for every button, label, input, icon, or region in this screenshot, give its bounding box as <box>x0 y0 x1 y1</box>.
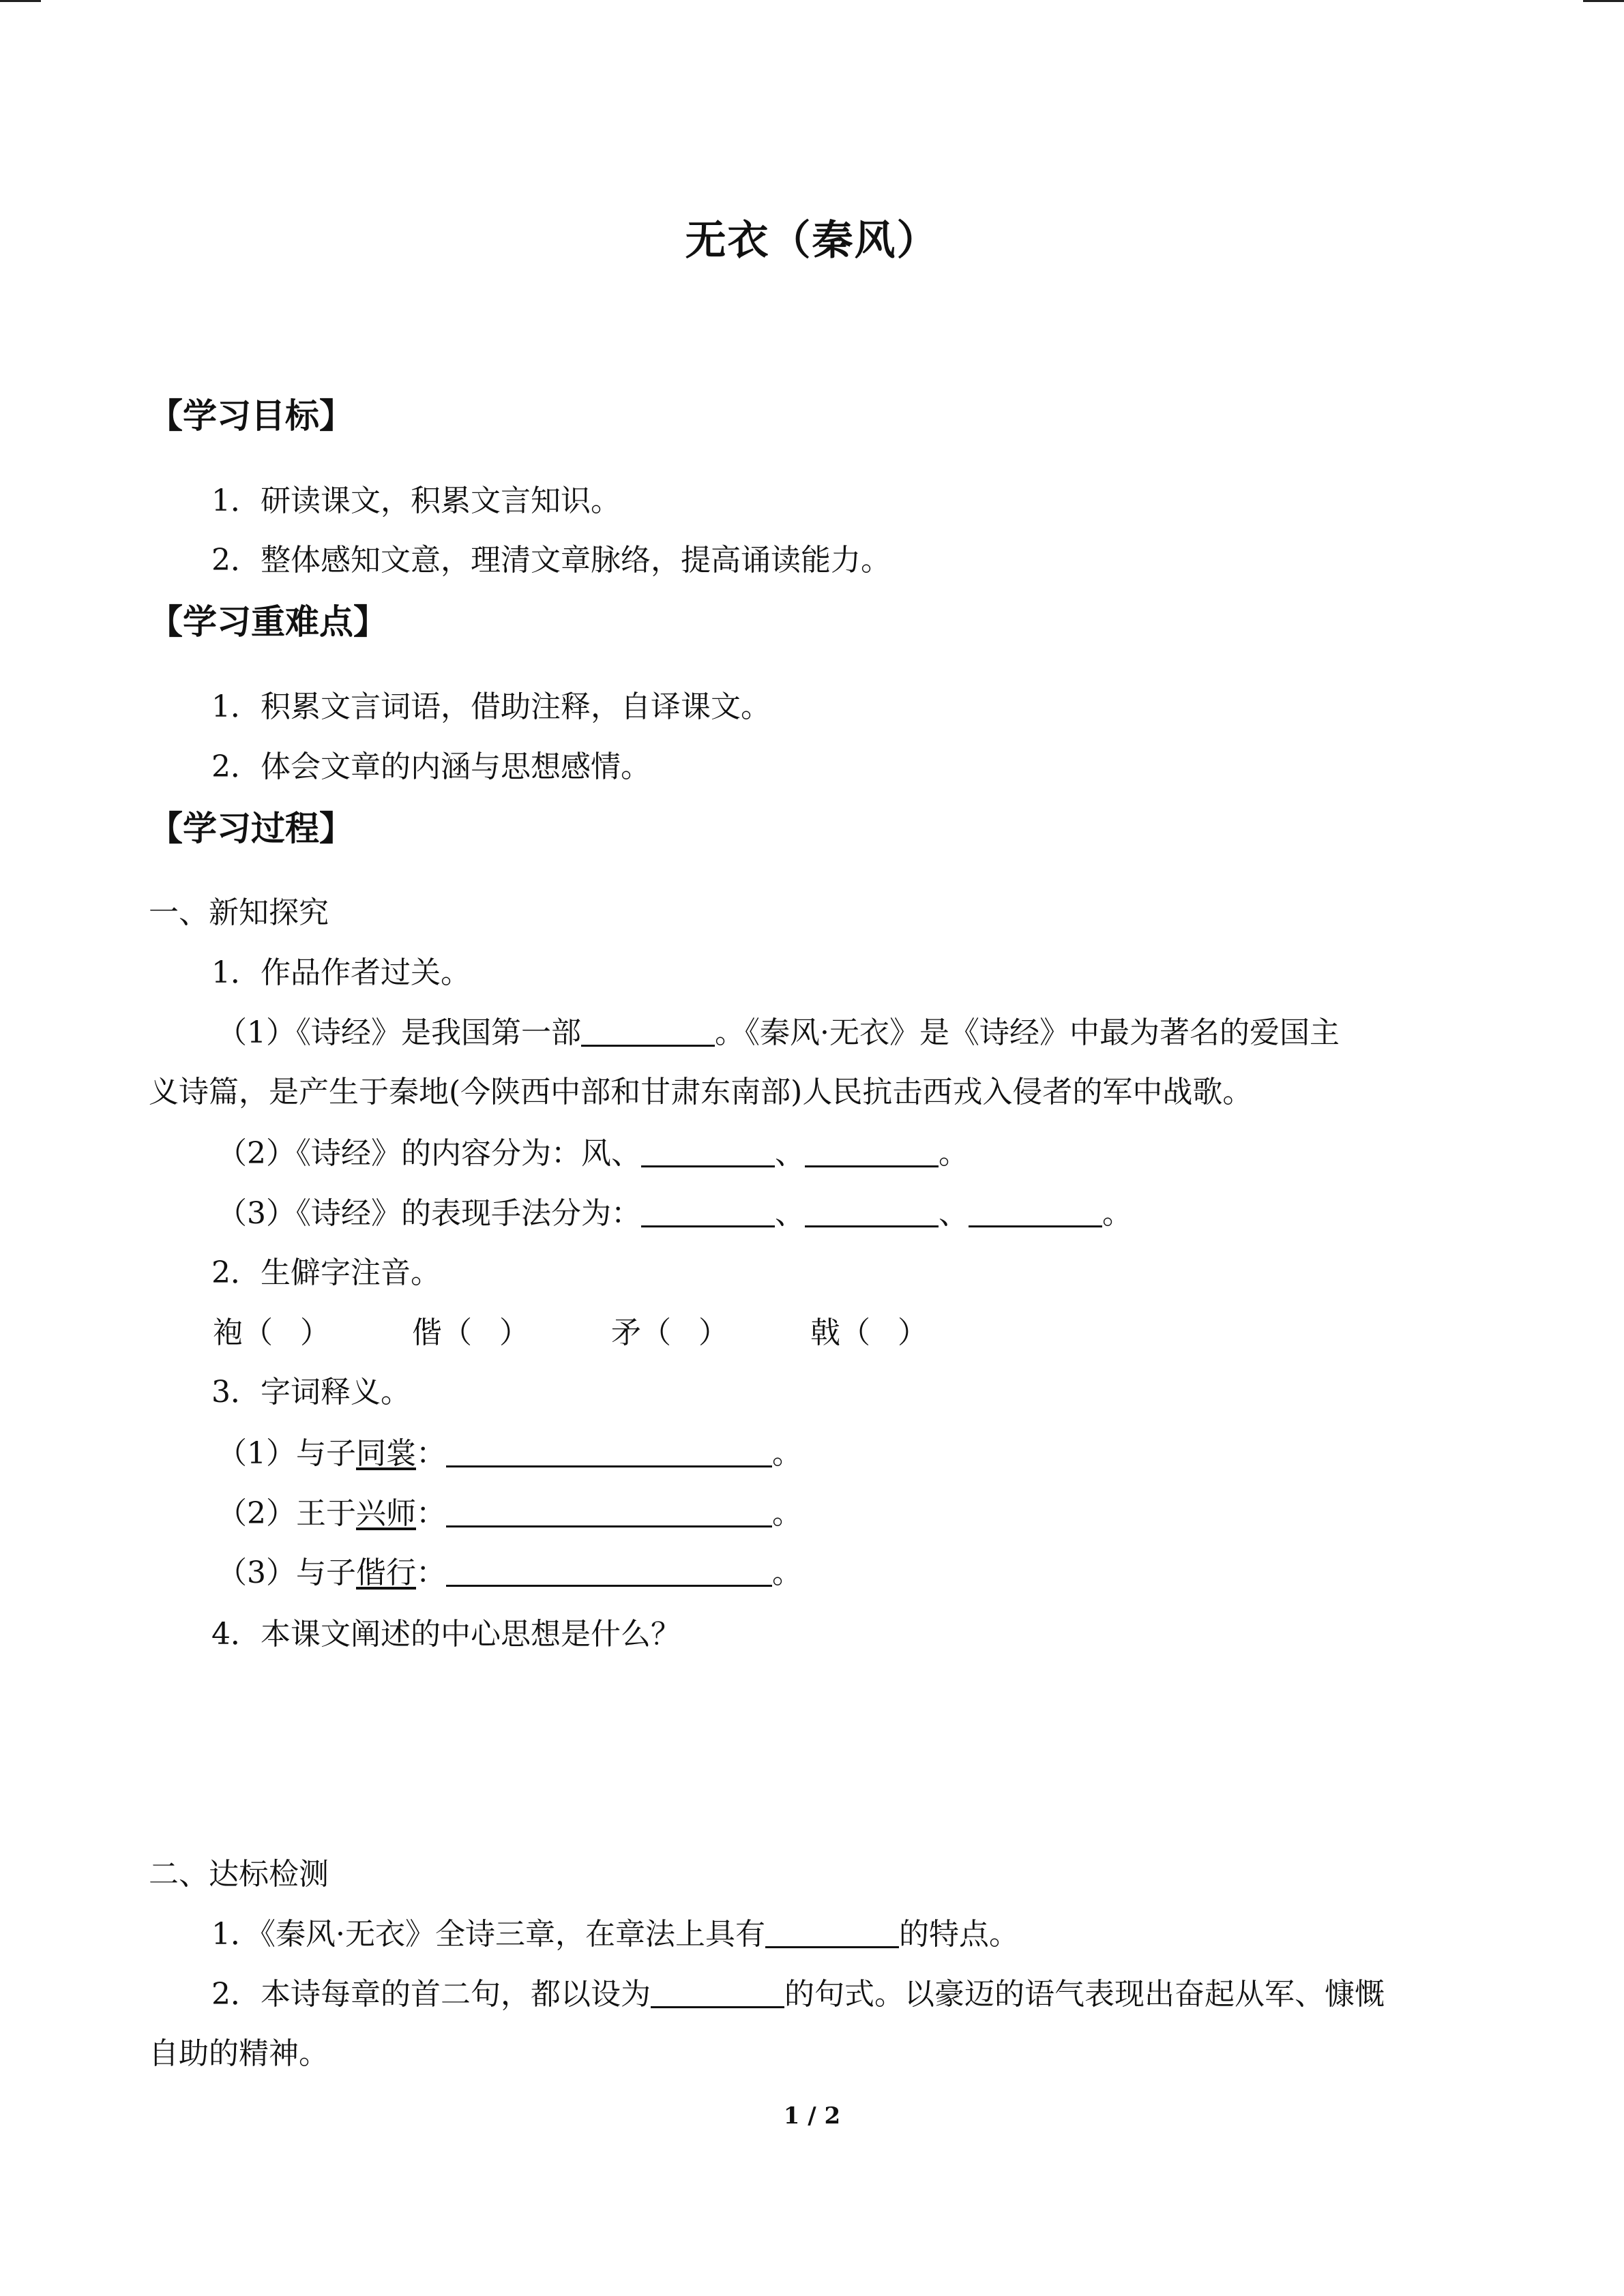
q3-item-prefix: （2）王于 <box>217 1496 356 1531</box>
paren-open: （ <box>243 1315 273 1350</box>
part2-label: 二、达标检测 <box>149 1857 329 1892</box>
fill-blank[interactable] <box>641 1138 775 1167</box>
q3-item-word: 兴师 <box>356 1496 416 1531</box>
separator: 、 <box>775 1136 805 1171</box>
heading-goals: 【学习目标】 <box>149 396 353 436</box>
q1-s1-text-a: （1）《诗经》是我国第一部 <box>217 1015 581 1050</box>
key-point-item-2: 2．体会文章的内涵与思想感情。 <box>211 749 651 784</box>
end-mark: 。 <box>772 1436 802 1471</box>
fill-blank[interactable] <box>581 1017 715 1047</box>
pinyin-row <box>213 1308 928 1352</box>
fill-blank[interactable] <box>805 1198 939 1227</box>
q3-item-colon: ： <box>416 1436 446 1471</box>
page-border-left <box>0 0 41 2</box>
pinyin-char: 矛 <box>611 1315 641 1350</box>
heading-key-points: 【学习重难点】 <box>149 602 387 642</box>
q2-label: 2．生僻字注音。 <box>211 1255 441 1290</box>
pinyin-char: 袍 <box>213 1315 243 1350</box>
part2-q2-text-a: 2．本诗每章的首二句，都以设为 <box>211 1977 651 2012</box>
pinyin-char: 偕 <box>412 1315 442 1350</box>
q3-item-prefix: （1）与子 <box>217 1436 356 1471</box>
q1-s3-text: （3）《诗经》的表现手法分为： <box>217 1196 641 1231</box>
end-mark: 。 <box>772 1555 802 1590</box>
q4-label: 4．本课文阐述的中心思想是什么？ <box>211 1617 681 1652</box>
q1-sentence-2 <box>217 1129 969 1172</box>
fill-blank[interactable] <box>765 1919 899 1948</box>
fill-blank[interactable] <box>446 1557 772 1587</box>
q1-sentence-3 <box>217 1189 1132 1232</box>
page-border-right <box>1583 0 1624 2</box>
pinyin-char: 戟 <box>810 1315 840 1350</box>
paren-close: ） <box>300 1315 330 1350</box>
fill-blank[interactable] <box>651 1979 784 2008</box>
q3-item-word: 同裳 <box>356 1436 416 1471</box>
q3-item-word: 偕行 <box>356 1555 416 1590</box>
q1-sentence-1 <box>217 1008 1340 1052</box>
q3-item-colon: ： <box>416 1555 446 1590</box>
end-mark: 。 <box>939 1136 969 1171</box>
part2-q2-text-b: 的句式。以豪迈的语气表现出奋起从军、慷慨 <box>784 1977 1385 2012</box>
page-title: 无衣（秦风） <box>685 217 939 265</box>
q3-item-1 <box>217 1429 802 1472</box>
goal-item-1: 1．研读课文，积累文言知识。 <box>211 483 621 518</box>
part2-q1-text-b: 的特点。 <box>898 1917 1019 1952</box>
end-mark: 。 <box>1102 1196 1132 1231</box>
key-point-item-1: 1．积累文言词语，借助注释，自译课文。 <box>211 689 771 724</box>
q1-sentence-1-cont: 义诗篇，是产生于秦地(今陕西中部和甘肃东南部)人民抗击西戎入侵者的军中战歌。 <box>149 1075 1253 1109</box>
separator: 、 <box>775 1196 805 1231</box>
part2-q1 <box>211 1909 1019 1953</box>
paren-open: （ <box>442 1315 472 1350</box>
fill-blank[interactable] <box>446 1498 772 1527</box>
goal-item-2: 2．整体感知文意，理清文章脉络，提高诵读能力。 <box>211 543 891 578</box>
paren-close: ） <box>499 1315 529 1350</box>
q3-item-colon: ： <box>416 1496 446 1531</box>
paren-open: （ <box>840 1315 870 1350</box>
fill-blank[interactable] <box>805 1138 939 1167</box>
fill-blank[interactable] <box>969 1198 1102 1227</box>
end-mark: 。 <box>772 1496 802 1531</box>
paren-close: ） <box>698 1315 728 1350</box>
page-number: 1 / 2 <box>783 2102 841 2130</box>
paren-open: （ <box>641 1315 671 1350</box>
part2-q2-cont: 自助的精神。 <box>149 2036 329 2071</box>
part2-q1-text-a: 1．《秦风·无衣》全诗三章，在章法上具有 <box>211 1917 765 1952</box>
q1-label: 1．作品作者过关。 <box>211 955 471 990</box>
q3-item-3 <box>217 1548 802 1592</box>
paren-close: ） <box>898 1315 928 1350</box>
fill-blank[interactable] <box>641 1198 775 1227</box>
part1-label: 一、新知探究 <box>149 895 329 930</box>
heading-process: 【学习过程】 <box>149 809 353 848</box>
q1-s1-text-b: 。《秦风·无衣》是《诗经》中最为著名的爱国主 <box>715 1015 1340 1050</box>
q3-item-2 <box>217 1489 802 1532</box>
separator: 、 <box>939 1196 969 1231</box>
part2-q2 <box>211 1969 1385 2013</box>
q3-item-prefix: （3）与子 <box>217 1555 356 1590</box>
q1-s2-text: （2）《诗经》的内容分为：风、 <box>217 1136 641 1171</box>
q3-label: 3．字词释义。 <box>211 1375 411 1410</box>
fill-blank[interactable] <box>446 1438 772 1467</box>
